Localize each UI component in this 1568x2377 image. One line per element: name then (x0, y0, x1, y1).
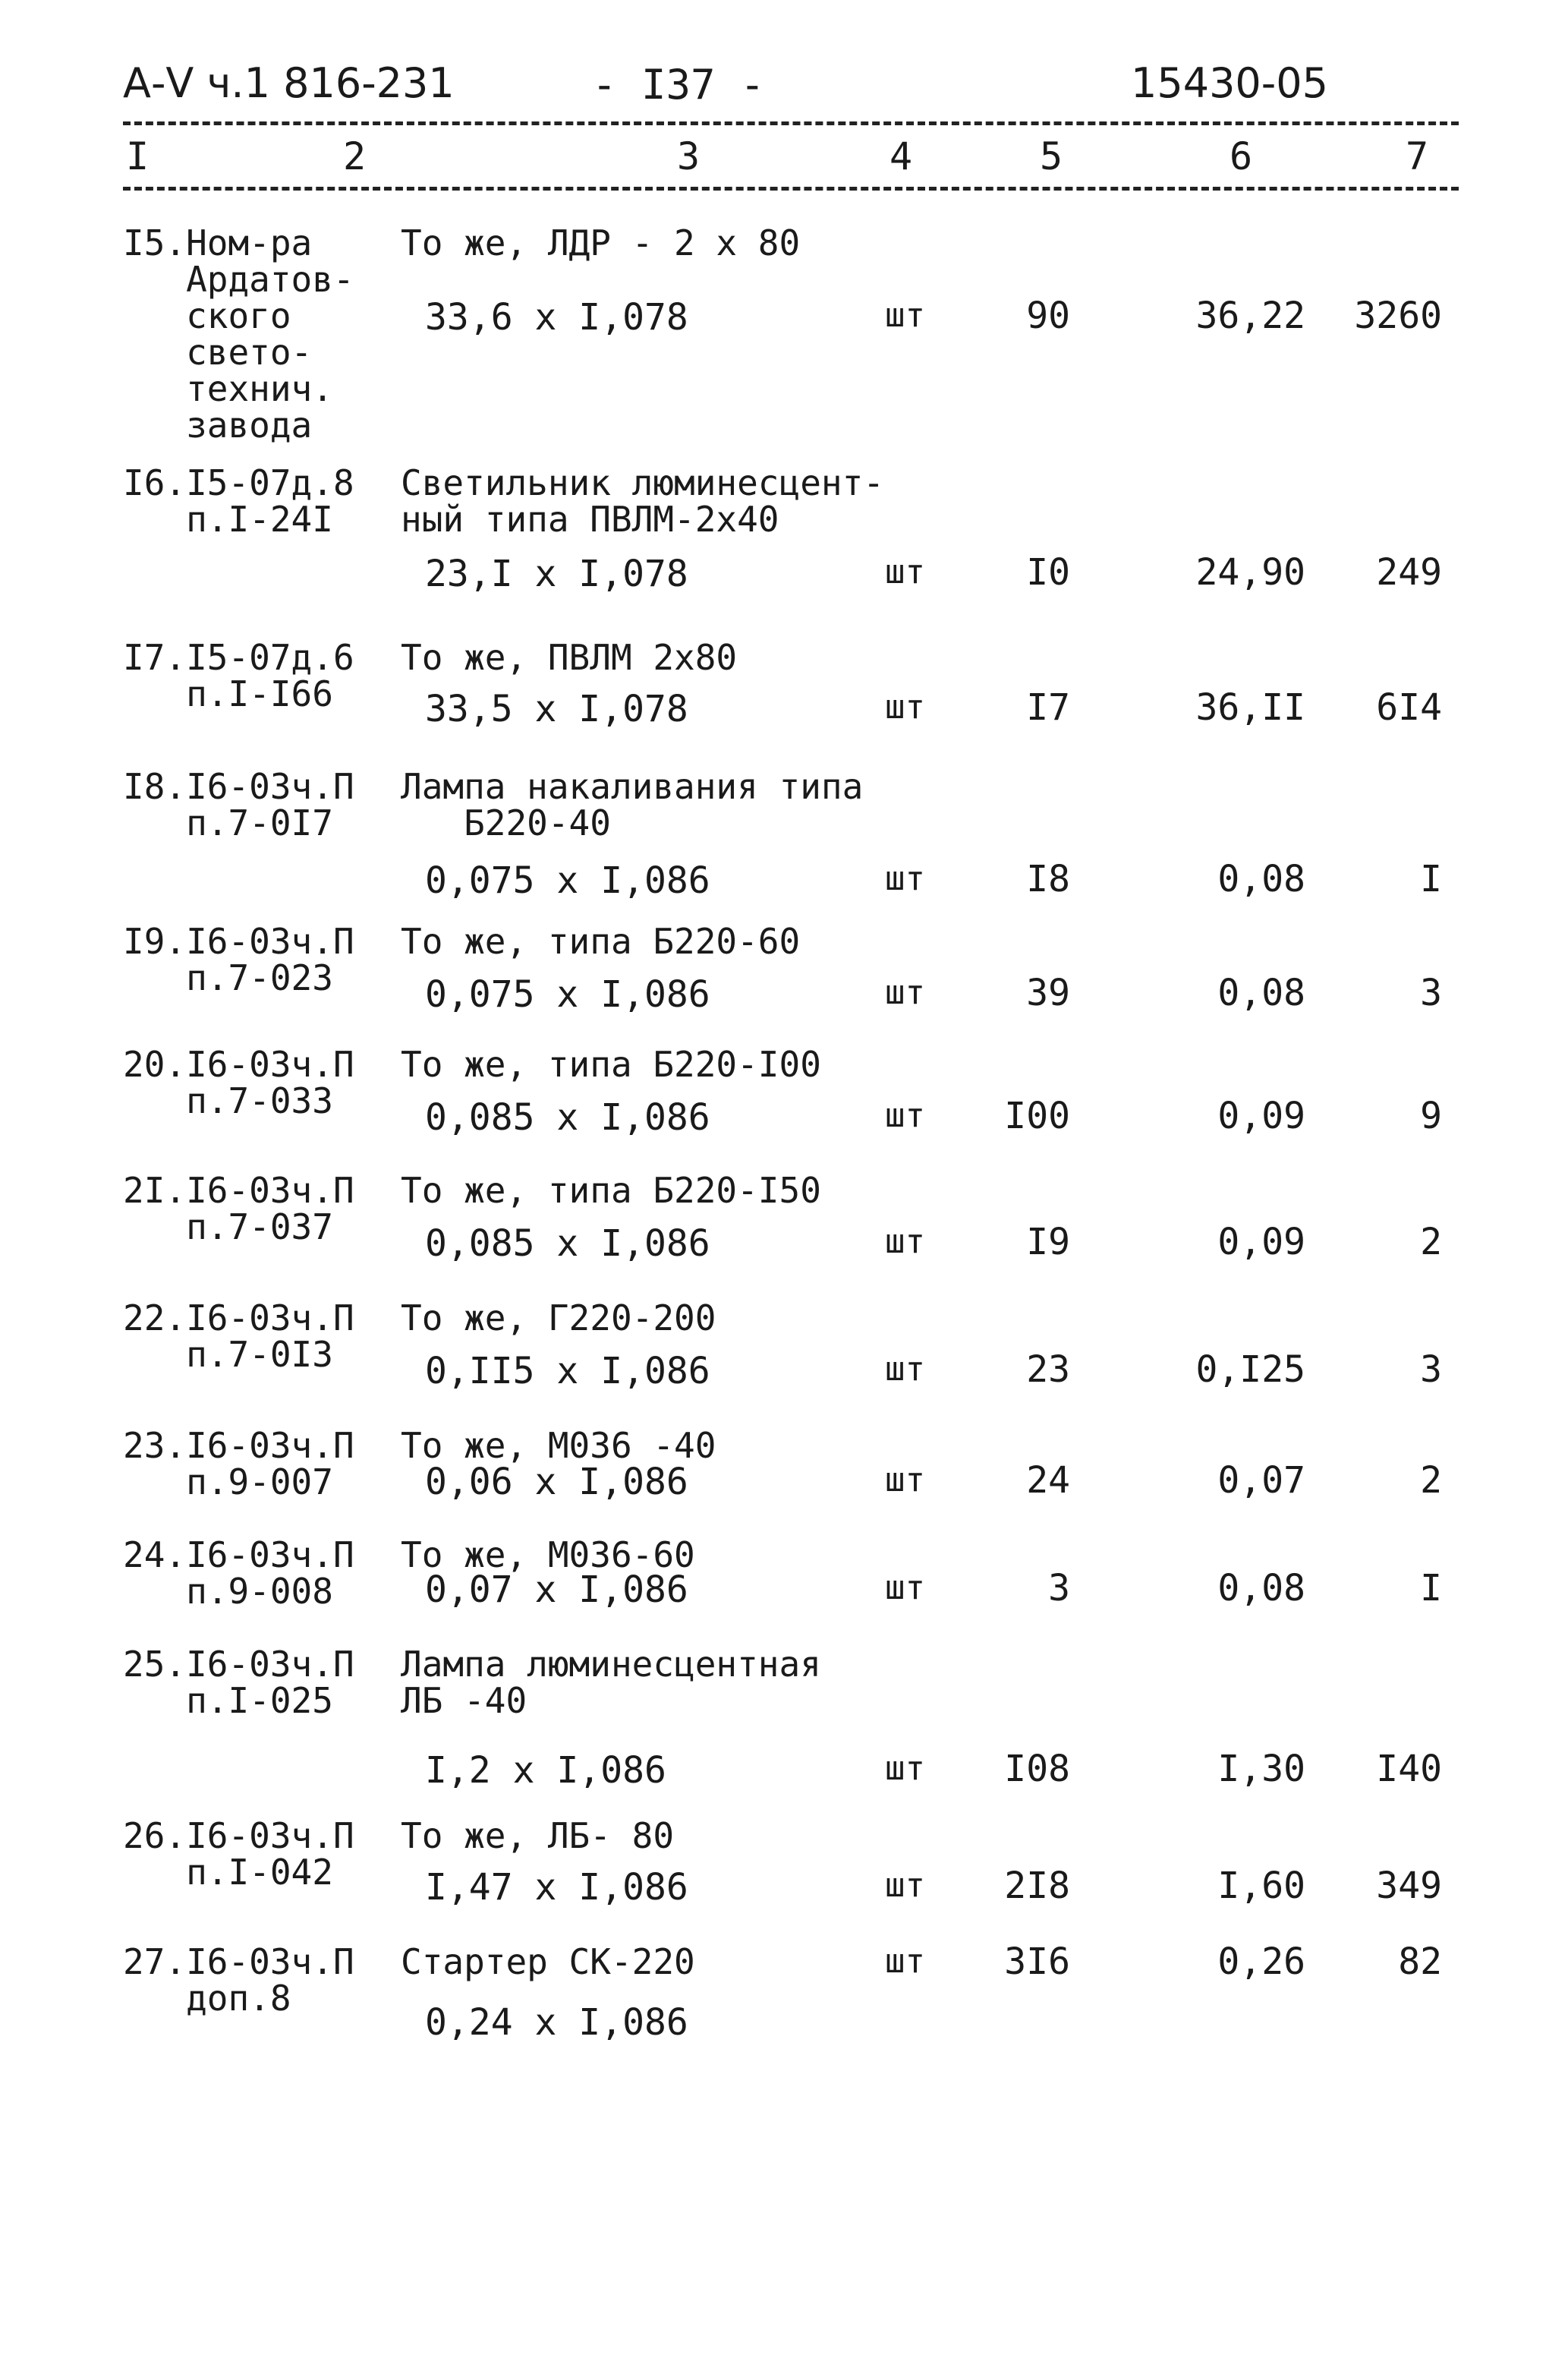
row-price: 36,22 (1195, 295, 1305, 337)
row-name: То же, М036 -40 (401, 1425, 716, 1466)
row-name: То же, ЛБ- 80 (401, 1815, 675, 1856)
row-code: I9.I6-03ч.П п.7-023 (123, 921, 354, 998)
row-name: Стартер СК-220 (401, 1941, 695, 1982)
row-price: 0,08 (1217, 1567, 1305, 1609)
row-unit: шт (885, 1942, 925, 1981)
row-formula: 0,24 х I,086 (425, 2001, 688, 2044)
row-name: Лампа накаливания типа Б220-40 (401, 766, 864, 843)
row-quantity: 90 (1026, 295, 1070, 337)
row-formula: 0,II5 х I,086 (425, 1350, 710, 1392)
column-number: 7 (1406, 134, 1429, 178)
row-code: 26.I6-03ч.П п.I-042 (123, 1815, 354, 1893)
row-code: 24.I6-03ч.П п.9-008 (123, 1534, 354, 1612)
row-formula: 0,085 х I,086 (425, 1096, 710, 1139)
row-unit: шт (885, 1749, 925, 1788)
row-unit: шт (885, 1096, 925, 1135)
row-quantity: I8 (1026, 858, 1070, 900)
column-number: 3 (677, 134, 701, 178)
row-formula: 0,075 х I,086 (425, 859, 710, 902)
row-unit: шт (885, 553, 925, 591)
row-total: 249 (1376, 551, 1442, 594)
row-formula: 33,5 х I,078 (425, 688, 688, 730)
row-total: 3 (1420, 972, 1442, 1014)
row-total: I (1420, 858, 1442, 900)
row-total: I (1420, 1567, 1442, 1609)
row-unit: шт (885, 973, 925, 1012)
row-total: 3260 (1354, 295, 1442, 337)
row-total: 2 (1420, 1459, 1442, 1502)
row-price: 0,09 (1217, 1221, 1305, 1263)
row-total: 9 (1420, 1095, 1442, 1137)
row-unit: шт (885, 859, 925, 898)
row-quantity: I7 (1026, 686, 1070, 729)
row-quantity: 39 (1026, 972, 1070, 1014)
row-total: 349 (1376, 1865, 1442, 1907)
column-number: 2 (343, 134, 367, 178)
row-name: То же, Г220-200 (401, 1297, 716, 1338)
row-unit: шт (885, 1350, 925, 1389)
row-code: I8.I6-03ч.П п.7-0I7 (123, 766, 354, 843)
column-number: 4 (889, 134, 913, 178)
row-quantity: 2I8 (1004, 1865, 1070, 1907)
row-formula: I,2 х I,086 (425, 1749, 666, 1792)
row-price: 0,08 (1217, 972, 1305, 1014)
document-code: А-V ч.1 816-231 (123, 59, 455, 107)
row-quantity: 23 (1026, 1348, 1070, 1391)
row-name: То же, типа Б220-60 (401, 921, 801, 962)
row-unit: шт (885, 1568, 925, 1607)
row-price: 24,90 (1195, 551, 1305, 594)
row-price: 0,09 (1217, 1095, 1305, 1137)
row-name: То же, типа Б220-I50 (401, 1170, 821, 1211)
row-code: 23.I6-03ч.П п.9-007 (123, 1425, 354, 1502)
row-price: 36,II (1195, 686, 1305, 729)
row-total: 2 (1420, 1221, 1442, 1263)
row-quantity: I9 (1026, 1221, 1070, 1263)
row-quantity: I0 (1026, 551, 1070, 594)
row-code: I7.I5-07д.6 п.I-I66 (123, 637, 354, 714)
row-total: I40 (1376, 1748, 1442, 1790)
row-quantity: I00 (1004, 1095, 1070, 1137)
row-name: Светильник люминесцент- ный типа ПВЛМ-2х40 (401, 462, 884, 540)
row-name: То же, типа Б220-I00 (401, 1044, 821, 1085)
row-code: 27.I6-03ч.П доп.8 (123, 1941, 354, 2019)
document-number: 15430-05 (1131, 59, 1328, 107)
row-quantity: 3I6 (1004, 1940, 1070, 1983)
row-total: 3 (1420, 1348, 1442, 1391)
row-unit: шт (885, 296, 925, 335)
row-quantity: I08 (1004, 1748, 1070, 1790)
row-formula: 33,6 х I,078 (425, 296, 688, 339)
row-price: 0,07 (1217, 1459, 1305, 1502)
row-unit: шт (885, 1866, 925, 1905)
row-total: 82 (1398, 1940, 1442, 1983)
column-number: 5 (1040, 134, 1063, 178)
row-formula: 0,085 х I,086 (425, 1222, 710, 1265)
page-number: - I37 - (592, 61, 765, 109)
row-unit: шт (885, 1222, 925, 1261)
row-name: То же, М036-60 (401, 1534, 695, 1575)
row-price: 0,26 (1217, 1940, 1305, 1983)
row-price: I,30 (1217, 1748, 1305, 1790)
row-formula: 0,06 х I,086 (425, 1461, 688, 1503)
row-price: 0,I25 (1195, 1348, 1305, 1391)
row-unit: шт (885, 688, 925, 727)
row-name: То же, ПВЛМ 2х80 (401, 637, 738, 678)
row-code: 22.I6-03ч.П п.7-0I3 (123, 1297, 354, 1375)
row-name: То же, ЛДР - 2 х 80 (401, 222, 801, 263)
row-code: 2I.I6-03ч.П п.7-037 (123, 1170, 354, 1247)
row-quantity: 24 (1026, 1459, 1070, 1502)
column-number: I (126, 134, 150, 178)
row-code: 20.I6-03ч.П п.7-033 (123, 1044, 354, 1121)
row-code: 25.I6-03ч.П п.I-025 (123, 1644, 354, 1721)
row-code: I6.I5-07д.8 п.I-24I (123, 462, 354, 540)
row-formula: 0,075 х I,086 (425, 973, 710, 1016)
row-quantity: 3 (1048, 1567, 1070, 1609)
row-price: 0,08 (1217, 858, 1305, 900)
row-price: I,60 (1217, 1865, 1305, 1907)
row-code: I5.Ном-ра Ардатов- ского свето- технич. завода (123, 222, 354, 446)
row-formula: 0,07 х I,086 (425, 1568, 688, 1611)
row-total: 6I4 (1376, 686, 1442, 729)
row-name: Лампа люминесцентная ЛБ -40 (401, 1644, 821, 1721)
row-formula: 23,I х I,078 (425, 553, 688, 595)
row-unit: шт (885, 1461, 925, 1499)
column-number: 6 (1230, 134, 1253, 178)
row-formula: I,47 х I,086 (425, 1866, 688, 1909)
